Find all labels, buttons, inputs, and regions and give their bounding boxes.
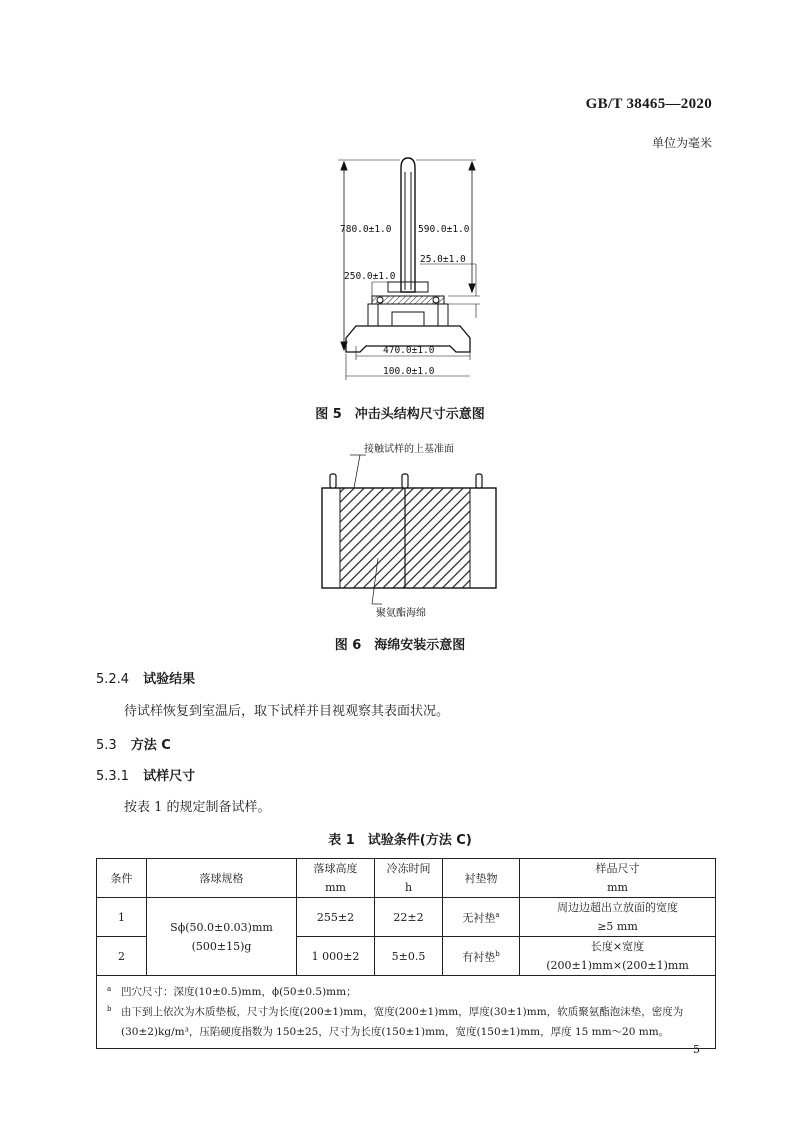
section-5-3-1-heading: 5.3.1 试样尺寸 [96, 769, 196, 784]
cell-freeze-time: 5±0.5 [375, 937, 443, 976]
label-upper-reference: 接触试样的上基准面 [364, 444, 454, 455]
cell-freeze-time: 22±2 [375, 898, 443, 937]
table-row [97, 898, 716, 937]
cell-drop-height: 255±2 [297, 898, 375, 937]
table-1 [96, 858, 716, 1049]
header-backing: 衬垫物 [443, 859, 520, 898]
figure-6-caption: 图 6 海绵安装示意图 [334, 638, 466, 653]
section-5-3-heading: 5.3 方法 C [96, 738, 171, 753]
header-ball-spec: 落球规格 [147, 859, 297, 898]
table-footnotes-row [97, 976, 716, 1049]
table-header-row [97, 859, 716, 898]
standard-number: GB/T 38465—2020 [585, 96, 712, 112]
section-5-3-1-text: 按表 1 的规定制备试样。 [124, 800, 271, 815]
footnote-a: a 凹穴尺寸：深度(10±0.5)mm，ϕ(50±0.5)mm； [107, 985, 357, 998]
dim-inner-width: 250.0±1.0 [344, 271, 396, 282]
table-1-title: 表 1 试验条件(方法 C) [328, 833, 472, 848]
page-number: 5 [693, 1043, 700, 1056]
dim-base-height: 100.0±1.0 [383, 366, 435, 377]
cell-backing: 有衬垫$^b$ [443, 937, 520, 976]
cell-ball-spec: Sϕ(50.0±0.03)mm (500±15)g [147, 898, 297, 976]
footnote-b: b 由下到上依次为木质垫板，尺寸为长度(200±1)mm，宽度(200±1)mm，厚度(30±1)mm，软质聚氨酯泡沫垫，密度为(30±2)kg/m³，压陷硬度指数为 150±25，尺寸为长度(150±1)mm，宽度(150±1)mm，厚度 15 mm～20 mm。 [107, 1005, 684, 1038]
figure-5-caption: 图 5 冲击头结构尺寸示意图 [315, 407, 485, 422]
cell-drop-height: 1 000±2 [297, 937, 375, 976]
header-drop-height: 落球高度 mm [297, 859, 375, 898]
label-pu-sponge: 聚氨酯海绵 [376, 608, 426, 619]
unit-note: 单位为毫米 [651, 136, 712, 150]
header-sample-size: 样品尺寸 mm [520, 859, 716, 898]
dim-plate-thickness: 25.0±1.0 [420, 254, 466, 265]
cell-sample-size: 长度×宽度 (200±1)mm×(200±1)mm [520, 937, 716, 976]
header-condition: 条件 [97, 859, 147, 898]
cell-condition: 2 [97, 937, 147, 976]
header-freeze-time: 冷冻时间 h [375, 859, 443, 898]
cell-backing: 无衬垫$^a$ [443, 898, 520, 937]
dim-base-width: 470.0±1.0 [383, 345, 435, 356]
cell-sample-size: 周边边超出立放面的宽度 ≥5 mm [520, 898, 716, 937]
table-footnotes [97, 976, 716, 1049]
cell-condition: 1 [97, 898, 147, 937]
section-5-2-4-heading: 5.2.4 试验结果 [96, 672, 196, 687]
figure-5-drawing [330, 152, 500, 388]
dim-total-height: 780.0±1.0 [340, 224, 392, 235]
section-5-2-4-text: 待试样恢复到室温后，取下试样并目视观察其表面状况。 [124, 704, 450, 719]
dim-rod-height: 590.0±1.0 [418, 224, 470, 235]
figure-6-drawing [318, 436, 498, 620]
